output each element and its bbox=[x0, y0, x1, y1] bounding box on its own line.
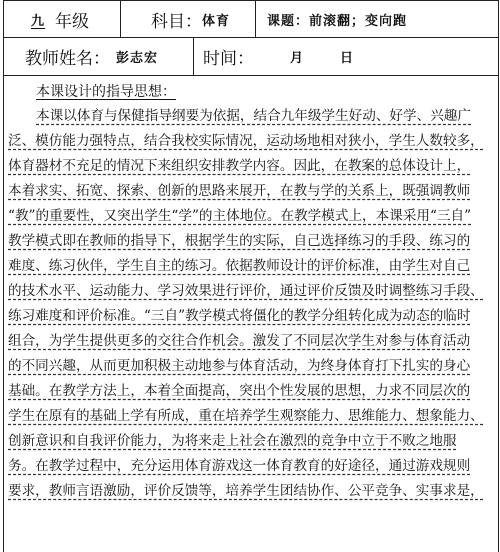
text-line: 练习难度和评价标准。“三自”教学模式将僵化的教学分组转化成为动态的临时 bbox=[8, 308, 471, 324]
grade-value: 九 bbox=[31, 13, 46, 29]
divider bbox=[255, 1, 256, 37]
text-line: 创新意识和自我评价能力，为将来走上社会在激烈的竞争中立于不败之地服 bbox=[8, 433, 457, 449]
topic-cell bbox=[267, 1, 407, 37]
text-line: 泛、模仿能力强特点，结合我校实际情况，运动场地相对狭小，学生人数较多， bbox=[8, 133, 484, 149]
text-line: 的不同兴趣，从而更加积极主动地参与体育活动，为终身体育打下扎实的身心 bbox=[8, 358, 471, 374]
time-label: 时间： bbox=[203, 49, 254, 69]
topic-label: 课题： bbox=[267, 13, 310, 29]
text-line: 本课以体育与保健指导纲要为依据，结合九年级学生好动、好学、兴趣广 bbox=[36, 108, 471, 124]
divider bbox=[193, 38, 194, 75]
text-line: 要求，教师言语激励，评价反馈等，培养学生团结协作、公平竞争、实事求是， bbox=[8, 483, 484, 499]
text-line: 组合，为学生提供更多的交往合作机会。激发了不同层次学生对参与体育活动 bbox=[8, 333, 471, 349]
teacher-label: 教师姓名： bbox=[25, 49, 110, 69]
text-line: 务。在教学过程中，充分运用体育游戏这一体育教育的好途径，通过游戏规则 bbox=[8, 458, 471, 474]
day-label: 日 bbox=[340, 51, 355, 66]
text-line: 体育器材不充足的情况下来组织安排教学内容。因此，在教案的总体设计上， bbox=[8, 158, 471, 174]
text-line: 难度、练习伙伴，学生自主的练习。依据教师设计的评价标准，由学生对自己 bbox=[8, 258, 471, 274]
subject-value: 体育 bbox=[202, 13, 231, 29]
text-line: 的技术水平、运动能力、学习效果进行评价，通过评价反馈及时调整练习手段、 bbox=[8, 283, 484, 299]
grade-cell bbox=[11, 1, 89, 37]
month-label: 月 bbox=[290, 51, 305, 66]
text-line: “教”的重要性，又突出学生“学”的主体地位。在教学模式上，本课采用“三自” bbox=[8, 208, 472, 224]
section-heading: 本课设计的指导思想： bbox=[36, 84, 176, 100]
text-line: 教学模式即在教师的指导下，根据学生的实际，自己选择练习的手段、练习的 bbox=[8, 233, 471, 249]
text-line: 学生在原有的基础上学有所成，重在培养学生观察能力、思维能力、想象能力、 bbox=[8, 408, 484, 424]
divider bbox=[120, 1, 121, 37]
topic-value: 前滚翻；变向跑 bbox=[309, 13, 408, 29]
subject-label: 科目： bbox=[151, 11, 202, 32]
text-line: 本着求实、拓宽、探索、创新的思路来展开，在教与学的关系上，既强调教师 bbox=[8, 183, 471, 199]
header-row-1 bbox=[3, 0, 499, 38]
teacher-cell bbox=[25, 38, 158, 75]
grade-suffix: 年级 bbox=[55, 11, 90, 32]
teacher-value: 彭志宏 bbox=[116, 51, 159, 66]
header-row-2 bbox=[3, 38, 499, 76]
subject-cell bbox=[151, 1, 230, 37]
time-cell bbox=[203, 38, 354, 75]
text-line: 基础。在教学方法上，本着全面提高，突出个性发展的思想，力求不同层次的 bbox=[8, 383, 471, 399]
guiding-ideas-section bbox=[8, 80, 492, 504]
